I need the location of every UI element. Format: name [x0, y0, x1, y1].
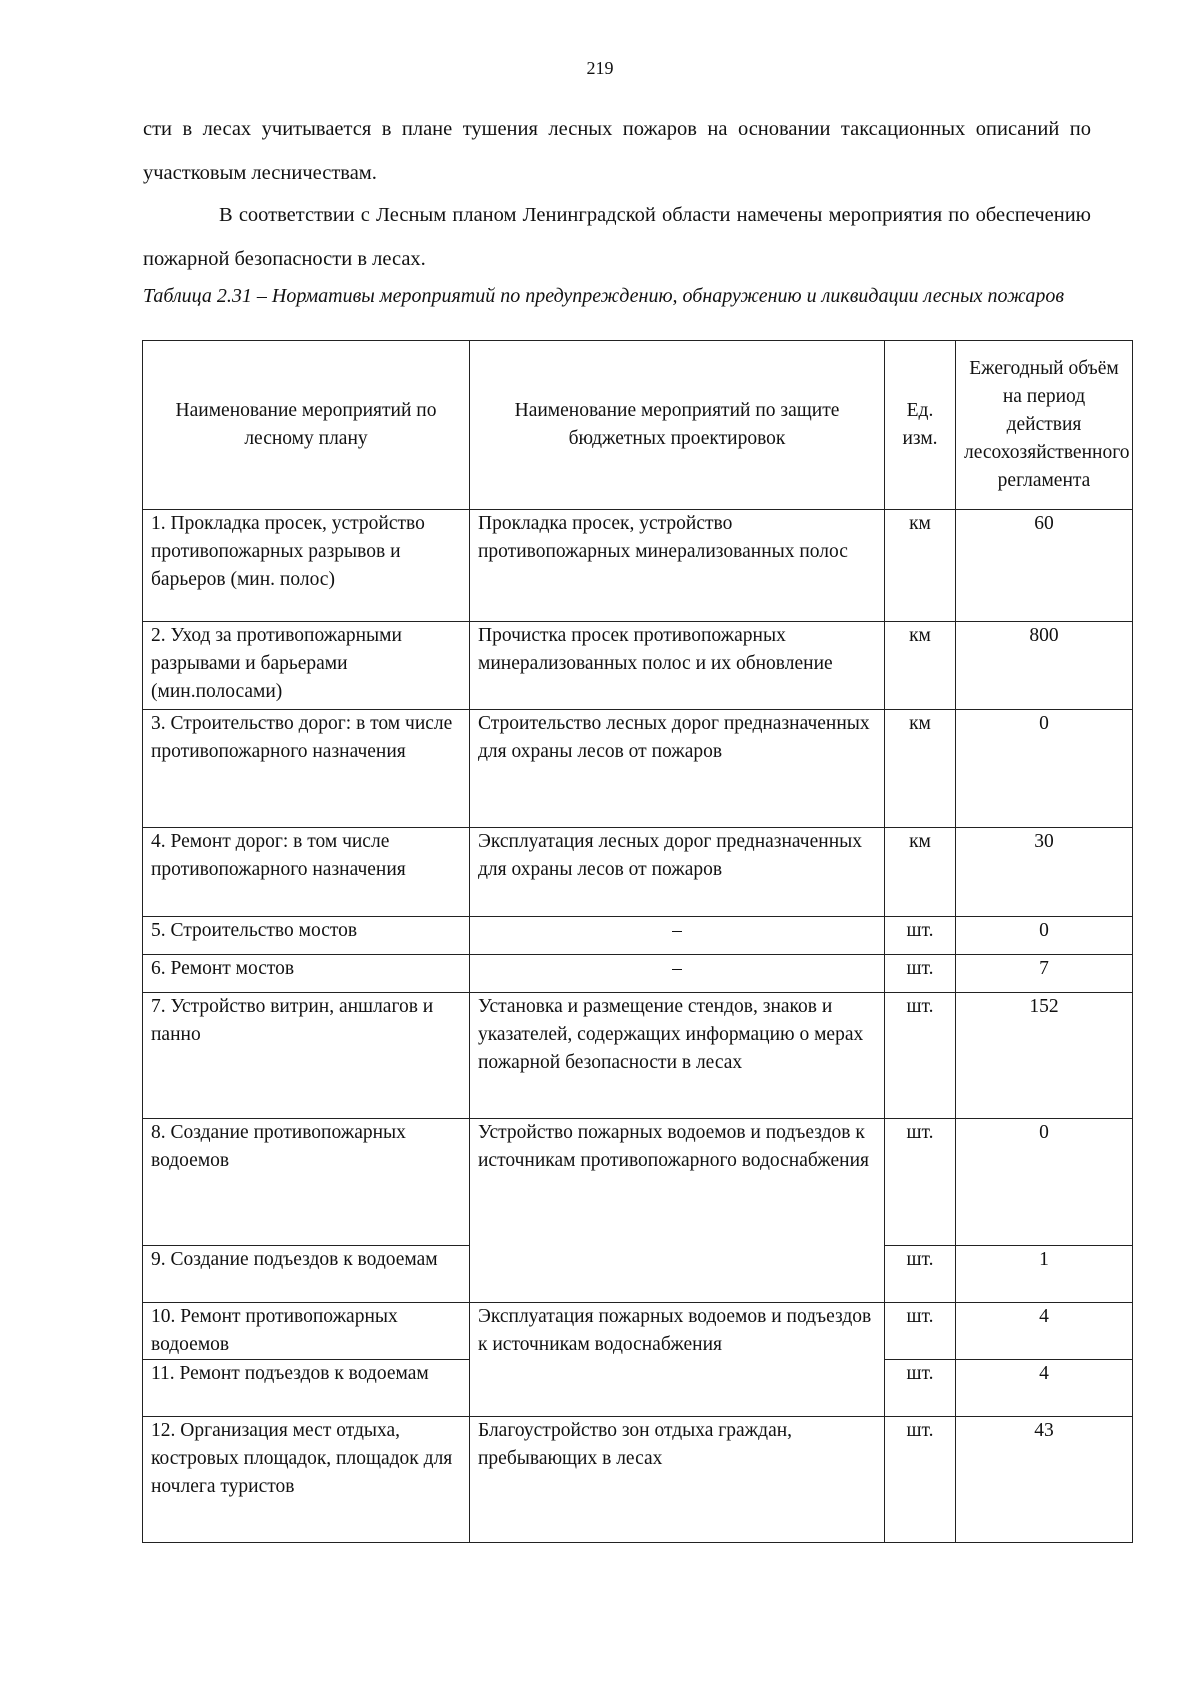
cell-plan: 3. Строительство дорог: в том числе противопожарного назначения [143, 710, 470, 828]
cell-plan: 9. Создание подъездов к водоемам [143, 1246, 470, 1303]
cell-plan: 6. Ремонт мостов [143, 955, 470, 993]
cell-plan: 7. Устройство витрин, аншлагов и панно [143, 993, 470, 1119]
cell-volume: 0 [956, 917, 1133, 955]
cell-volume: 800 [956, 622, 1133, 710]
fire-safety-table [142, 340, 1133, 1543]
table-row [143, 1417, 1133, 1543]
cell-budget: – [470, 955, 885, 993]
cell-unit: шт. [885, 955, 956, 993]
cell-unit: шт. [885, 993, 956, 1119]
cell-unit: шт. [885, 917, 956, 955]
cell-volume: 1 [956, 1246, 1133, 1303]
cell-unit: км [885, 710, 956, 828]
cell-plan: 10. Ремонт противопожарных водоемов [143, 1303, 470, 1360]
paragraph-1: сти в лесах учитывается в плане тушения лесных пожаров на основании таксационных описаний по участковым лесничествам. [143, 118, 1091, 184]
cell-plan: 11. Ремонт подъездов к водоемам [143, 1360, 470, 1417]
cell-unit: шт. [885, 1119, 956, 1246]
cell-volume: 43 [956, 1417, 1133, 1543]
header-budget: Наименование мероприятий по защите бюджетных проектировок [470, 341, 885, 510]
cell-budget: Прокладка просек, устройство противопожарных минерализованных полос [470, 510, 885, 622]
paragraph-2: В соответствии с Лесным планом Ленинградской области намечены мероприятия по обеспечению пожарной безопасности в лесах. [143, 204, 1091, 270]
cell-budget: Эксплуатация лесных дорог предназначенных для охраны лесов от пожаров [470, 828, 885, 917]
header-plan: Наименование мероприятий по лесному плану [143, 341, 470, 510]
table-row [143, 993, 1133, 1119]
table-row [143, 1119, 1133, 1246]
cell-unit: км [885, 622, 956, 710]
cell-budget: Прочистка просек противопожарных минерализованных полос и их обновление [470, 622, 885, 710]
table-row [143, 828, 1133, 917]
cell-unit: шт. [885, 1417, 956, 1543]
cell-plan: 4. Ремонт дорог: в том числе противопожарного назначения [143, 828, 470, 917]
cell-budget: Устройство пожарных водоемов и подъездов к источникам противопожарного водоснабжения [470, 1119, 885, 1303]
cell-plan: 8. Создание противопожарных водоемов [143, 1119, 470, 1246]
cell-volume: 152 [956, 993, 1133, 1119]
cell-budget: Строительство лесных дорог предназначенных для охраны лесов от пожаров [470, 710, 885, 828]
header-volume: Ежегодный объём на период действия лесохозяйственного регламента [956, 341, 1133, 510]
cell-volume: 30 [956, 828, 1133, 917]
table-header-row [143, 341, 1133, 510]
cell-volume: 0 [956, 710, 1133, 828]
cell-plan: 2. Уход за противопожарными разрывами и барьерами (мин.полосами) [143, 622, 470, 710]
table-row [143, 955, 1133, 993]
cell-unit: км [885, 510, 956, 622]
cell-plan: 5. Строительство мостов [143, 917, 470, 955]
cell-budget: Эксплуатация пожарных водоемов и подъездов к источникам водоснабжения [470, 1303, 885, 1417]
cell-volume: 4 [956, 1303, 1133, 1360]
cell-unit: шт. [885, 1360, 956, 1417]
cell-plan: 1. Прокладка просек, устройство противопожарных разрывов и барьеров (мин. полос) [143, 510, 470, 622]
cell-volume: 60 [956, 510, 1133, 622]
cell-volume: 4 [956, 1360, 1133, 1417]
table-row [143, 1303, 1133, 1360]
cell-budget: Установка и размещение стендов, знаков и указателей, содержащих информацию о мерах пожарной безопасности в лесах [470, 993, 885, 1119]
table-row [143, 622, 1133, 710]
page-number: 219 [586, 58, 614, 78]
cell-budget: Благоустройство зон отдыха граждан, пребывающих в лесах [470, 1417, 885, 1543]
table-row [143, 710, 1133, 828]
table-row [143, 917, 1133, 955]
cell-budget: – [470, 917, 885, 955]
cell-volume: 0 [956, 1119, 1133, 1246]
cell-unit: шт. [885, 1246, 956, 1303]
table-caption: Таблица 2.31 – Нормативы мероприятий по предупреждению, обнаружению и ликвидации лесных пожаров [143, 285, 1065, 307]
table-row [143, 510, 1133, 622]
header-unit: Ед. изм. [885, 341, 956, 510]
cell-plan: 12. Организация мест отдыха, костровых площадок, площадок для ночлега туристов [143, 1417, 470, 1543]
cell-volume: 7 [956, 955, 1133, 993]
cell-unit: км [885, 828, 956, 917]
cell-unit: шт. [885, 1303, 956, 1360]
